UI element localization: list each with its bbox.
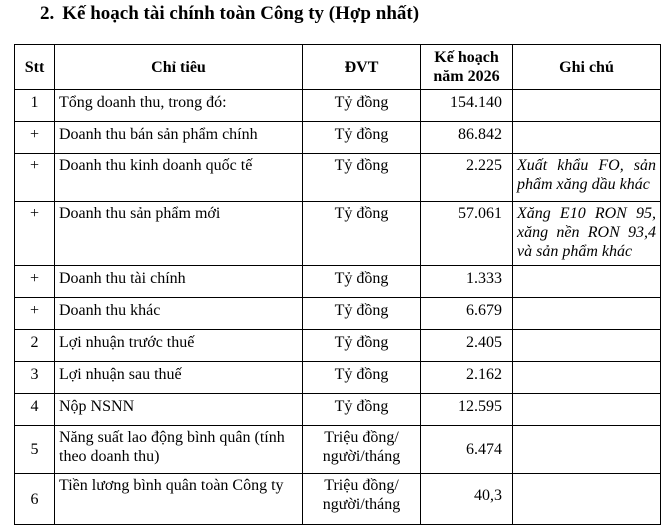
row-stt: 1 bbox=[15, 90, 55, 122]
section-number: 2. bbox=[40, 3, 55, 24]
row-value: 2.162 bbox=[421, 362, 513, 394]
row-unit: Triệu đồng/ người/tháng bbox=[303, 474, 421, 525]
table-header-row bbox=[15, 45, 661, 90]
row-indicator: Lợi nhuận sau thuế bbox=[55, 362, 303, 394]
row-note: Xăng E10 RON 95, xăng nền RON 93,4 và sản phẩm khác bbox=[513, 202, 661, 266]
row-unit: Tỷ đồng bbox=[303, 266, 421, 298]
row-indicator: Lợi nhuận trước thuế bbox=[55, 330, 303, 362]
row-note bbox=[513, 394, 661, 426]
row-value: 2.405 bbox=[421, 330, 513, 362]
row-stt: 5 bbox=[15, 426, 55, 474]
row-value: 1.333 bbox=[421, 266, 513, 298]
row-indicator: Doanh thu bán sản phẩm chính bbox=[55, 122, 303, 154]
row-value: 57.061 bbox=[421, 202, 513, 266]
row-unit: Tỷ đồng bbox=[303, 362, 421, 394]
row-note bbox=[513, 330, 661, 362]
row-note: Xuất khẩu FO, sản phẩm xăng dầu khác bbox=[513, 154, 661, 202]
row-value: 12.595 bbox=[421, 394, 513, 426]
row-indicator: Doanh thu kinh doanh quốc tế bbox=[55, 154, 303, 202]
header-indicator: Chỉ tiêu bbox=[55, 45, 303, 90]
row-value: 2.225 bbox=[421, 154, 513, 202]
row-unit: Tỷ đồng bbox=[303, 298, 421, 330]
row-stt: 6 bbox=[15, 474, 55, 525]
table-row bbox=[15, 298, 661, 330]
row-stt: + bbox=[15, 154, 55, 202]
row-note bbox=[513, 426, 661, 474]
header-note: Ghi chú bbox=[513, 45, 661, 90]
row-unit: Tỷ đồng bbox=[303, 122, 421, 154]
row-stt: + bbox=[15, 298, 55, 330]
row-stt: 3 bbox=[15, 362, 55, 394]
row-unit: Tỷ đồng bbox=[303, 154, 421, 202]
table-row bbox=[15, 90, 661, 122]
row-stt: 2 bbox=[15, 330, 55, 362]
table-row bbox=[15, 154, 661, 202]
row-note bbox=[513, 266, 661, 298]
table-row bbox=[15, 426, 661, 474]
row-unit: Tỷ đồng bbox=[303, 90, 421, 122]
table-row bbox=[15, 394, 661, 426]
section-heading bbox=[40, 3, 419, 25]
row-indicator: Doanh thu tài chính bbox=[55, 266, 303, 298]
table-row bbox=[15, 266, 661, 298]
row-unit: Tỷ đồng bbox=[303, 394, 421, 426]
row-note bbox=[513, 362, 661, 394]
row-unit: Triệu đồng/ người/tháng bbox=[303, 426, 421, 474]
row-note bbox=[513, 474, 661, 525]
header-plan bbox=[421, 45, 513, 90]
row-value: 40,3 bbox=[421, 474, 513, 525]
row-stt: + bbox=[15, 266, 55, 298]
table-row bbox=[15, 202, 661, 266]
row-indicator: Tiền lương bình quân toàn Công ty bbox=[55, 474, 303, 525]
row-stt: 4 bbox=[15, 394, 55, 426]
table-row bbox=[15, 474, 661, 525]
header-stt: Stt bbox=[15, 45, 55, 90]
row-indicator: Doanh thu sản phẩm mới bbox=[55, 202, 303, 266]
row-note bbox=[513, 298, 661, 330]
table-row bbox=[15, 330, 661, 362]
row-unit: Tỷ đồng bbox=[303, 202, 421, 266]
table-row bbox=[15, 362, 661, 394]
row-note bbox=[513, 122, 661, 154]
row-indicator: Năng suất lao động bình quân (tính theo doanh thu) bbox=[55, 426, 303, 474]
section-title: Kế hoạch tài chính toàn Công ty (Hợp nhất) bbox=[62, 3, 420, 24]
row-stt: + bbox=[15, 122, 55, 154]
row-value: 6.474 bbox=[421, 426, 513, 474]
financial-plan-table bbox=[14, 44, 661, 525]
row-value: 86.842 bbox=[421, 122, 513, 154]
header-unit: ĐVT bbox=[303, 45, 421, 90]
row-value: 6.679 bbox=[421, 298, 513, 330]
header-plan-line2: năm 2026 bbox=[433, 68, 500, 85]
row-note bbox=[513, 90, 661, 122]
row-value: 154.140 bbox=[421, 90, 513, 122]
row-stt: + bbox=[15, 202, 55, 266]
row-unit: Tỷ đồng bbox=[303, 330, 421, 362]
header-plan-line1: Kế hoạch bbox=[434, 49, 499, 66]
row-indicator: Nộp NSNN bbox=[55, 394, 303, 426]
row-indicator: Tổng doanh thu, trong đó: bbox=[55, 90, 303, 122]
table-row bbox=[15, 122, 661, 154]
row-indicator: Doanh thu khác bbox=[55, 298, 303, 330]
